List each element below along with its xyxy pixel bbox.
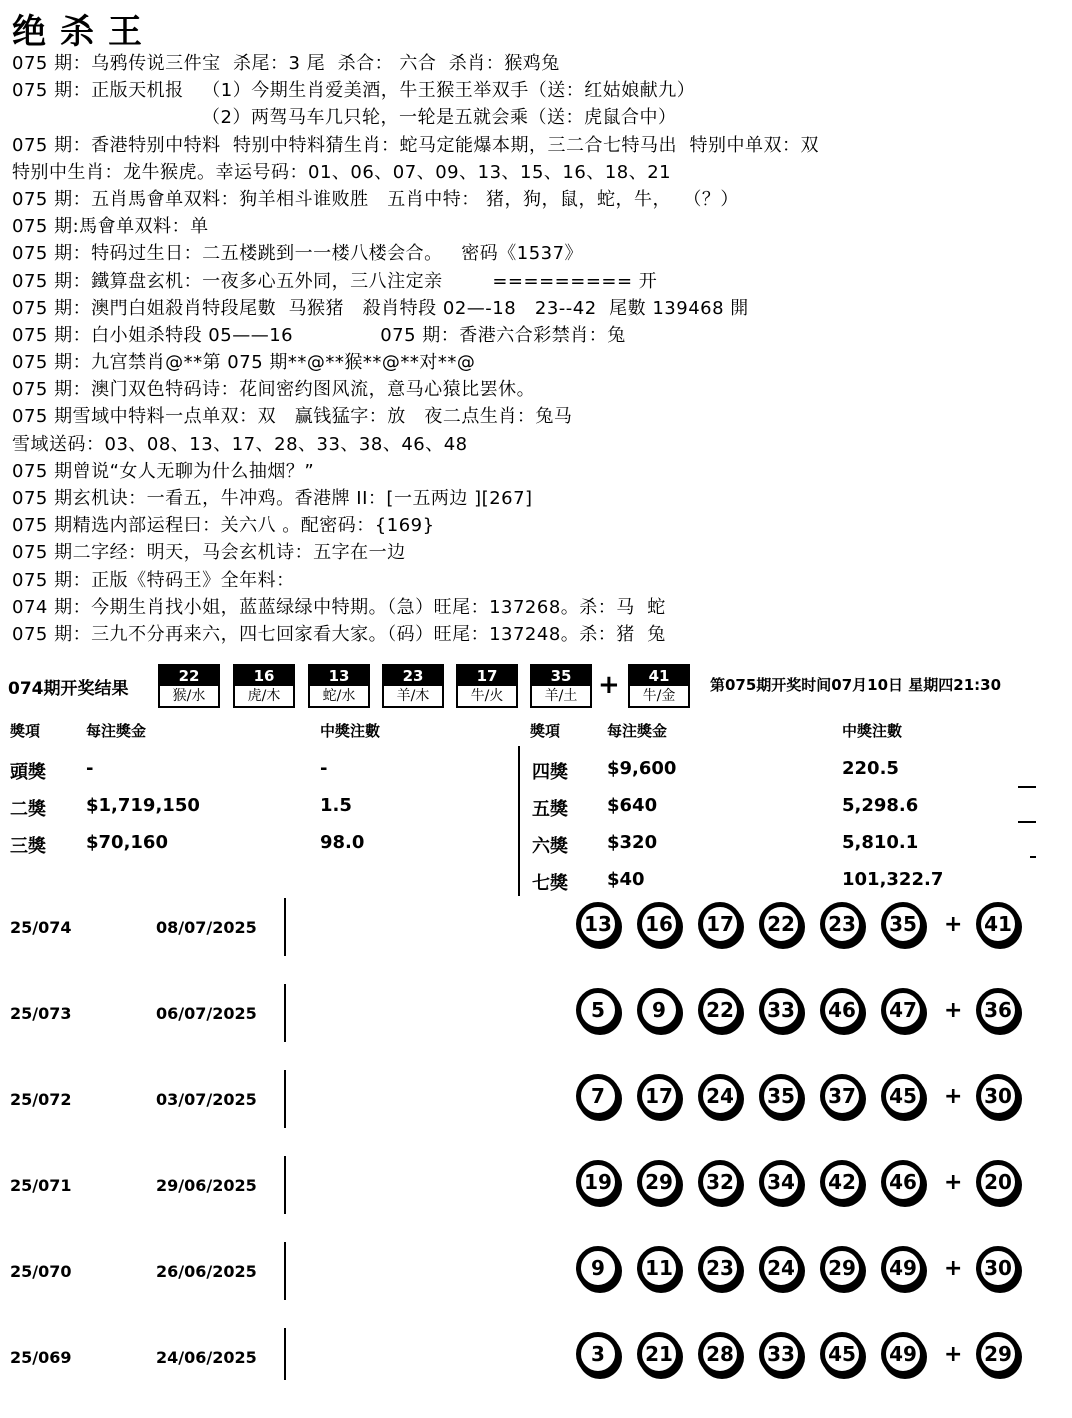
column-divider <box>518 746 520 896</box>
ball-number: 22 <box>160 666 218 686</box>
number-ball: 9 <box>576 1246 620 1290</box>
history-row <box>0 988 1072 1074</box>
history-date: 26/06/2025 <box>156 1262 257 1281</box>
result-ball <box>308 664 370 708</box>
text-line: 075 期：乌鸦传说三件宝 杀尾：3 尾 杀合： 六合 杀肖：猴鸡兔 <box>12 53 560 74</box>
special-number-ball: 30 <box>976 1074 1020 1118</box>
header-prize: 獎項 <box>530 722 561 740</box>
number-ball: 32 <box>698 1160 742 1204</box>
number-ball: 35 <box>881 902 925 946</box>
result-ball <box>382 664 444 708</box>
history-row <box>0 1246 1072 1332</box>
text-line: 特别中生肖：龙牛猴虎。幸运号码：01、06、07、09、13、15、16、18、21 <box>12 161 672 183</box>
row-divider <box>284 1156 286 1214</box>
number-ball: 35 <box>759 1074 803 1118</box>
number-ball: 22 <box>698 988 742 1032</box>
history-issue: 25/073 <box>10 1004 72 1023</box>
text-line: 075 期：三九不分再来六，四七回家看大家。（码）旺尾：137248。杀：猪 兔 <box>12 623 666 645</box>
text-line: 075 期：五肖馬會单双料：狗羊相斗谁败胜 五肖中特： 猪，狗，鼠，蛇，牛， （？） <box>12 188 739 210</box>
text-line: 074 期：今期生肖找小姐，蓝蓝绿绿中特期。（急）旺尾：137268。杀：马 蛇 <box>12 596 666 618</box>
number-ball: 29 <box>820 1246 864 1290</box>
prize-count: 220.5 <box>842 758 899 779</box>
number-ball: 23 <box>698 1246 742 1290</box>
ball-zodiac: 虎/木 <box>247 688 281 704</box>
header-count: 中獎注數 <box>320 722 381 740</box>
result-ball <box>158 664 220 708</box>
row-divider <box>284 898 286 956</box>
number-ball: 24 <box>698 1074 742 1118</box>
history-row <box>0 1074 1072 1160</box>
number-ball: 33 <box>759 988 803 1032</box>
ball-zodiac: 蛇/水 <box>322 688 356 704</box>
row-divider <box>284 1242 286 1300</box>
number-ball: 29 <box>637 1160 681 1204</box>
ball-number: 17 <box>458 666 516 686</box>
prize-name: 七獎 <box>532 873 568 894</box>
number-ball: 47 <box>881 988 925 1032</box>
number-ball: 34 <box>759 1160 803 1204</box>
number-ball: 28 <box>698 1332 742 1376</box>
prize-amount: $1,719,150 <box>86 795 200 816</box>
prize-name: 六獎 <box>532 836 568 857</box>
plus-sign: + <box>944 1256 963 1281</box>
dash-mark <box>1018 821 1036 823</box>
history-date: 24/06/2025 <box>156 1348 257 1367</box>
plus-sign: + <box>944 1084 963 1109</box>
history-issue: 25/070 <box>10 1262 72 1281</box>
row-divider <box>284 984 286 1042</box>
text-line: 雪域送码：03、08、13、17、28、33、38、46、48 <box>12 433 468 455</box>
special-number-ball: 41 <box>976 902 1020 946</box>
number-ball: 9 <box>637 988 681 1032</box>
text-line: 075 期：正版天机报 （1）今期生肖爱美酒，牛王猴王举双手（送：红姑娘献九） <box>12 80 696 102</box>
number-ball: 24 <box>759 1246 803 1290</box>
header-amount: 每注獎金 <box>86 722 147 740</box>
history-issue: 25/072 <box>10 1090 72 1109</box>
number-ball: 46 <box>881 1160 925 1204</box>
header-prize: 獎項 <box>10 722 41 740</box>
special-number-ball: 20 <box>976 1160 1020 1204</box>
ball-number: 13 <box>310 666 368 686</box>
ball-zodiac: 猴/水 <box>172 688 206 704</box>
text-line: 075 期:馬會单双料：单 <box>12 216 209 238</box>
number-ball: 3 <box>576 1332 620 1376</box>
number-ball: 19 <box>576 1160 620 1204</box>
header-amount: 每注獎金 <box>607 722 668 740</box>
number-ball: 7 <box>576 1074 620 1118</box>
number-ball: 17 <box>637 1074 681 1118</box>
prize-amount: $9,600 <box>607 758 677 779</box>
history-date: 29/06/2025 <box>156 1176 257 1195</box>
number-ball: 21 <box>637 1332 681 1376</box>
plus-sign: + <box>944 912 963 937</box>
prize-count: - <box>320 758 328 779</box>
ball-number: 16 <box>235 666 293 686</box>
text-line: 075 期：特码过生日：二五楼跳到一一楼八楼会合。 密码《1537》 <box>12 243 584 265</box>
text-line: 075 期：澳门双色特码诗：花间密约图风流，意马心猿比罢休。 <box>12 379 536 401</box>
dash-mark <box>1030 856 1036 858</box>
number-ball: 5 <box>576 988 620 1032</box>
text-line: 075 期：白小姐杀特段 05——16 075 期：香港六合彩禁肖：兔 <box>12 324 626 346</box>
header-count: 中獎注數 <box>842 722 903 740</box>
prize-name: 二獎 <box>10 799 46 820</box>
number-ball: 42 <box>820 1160 864 1204</box>
prize-amount: - <box>86 758 94 779</box>
number-ball: 45 <box>820 1332 864 1376</box>
text-line: 075 期：正版《特码王》全年料： <box>12 569 295 591</box>
special-ball <box>628 664 690 708</box>
row-divider <box>284 1070 286 1128</box>
prize-count: 5,810.1 <box>842 832 919 853</box>
history-issue: 25/074 <box>10 918 72 937</box>
number-ball: 22 <box>759 902 803 946</box>
ball-zodiac: 羊/木 <box>396 688 430 704</box>
text-line: 075 期玄机诀：一看五，牛冲鸡。香港牌 II：[一五两边 ][267] <box>12 488 533 509</box>
text-line: 075 期二字经：明天，马会玄机诗：五字在一边 <box>12 542 406 564</box>
prize-count: 1.5 <box>320 795 352 816</box>
number-ball: 11 <box>637 1246 681 1290</box>
prize-name: 五獎 <box>532 799 568 820</box>
article-lines <box>12 50 1062 648</box>
prize-table <box>10 716 1060 896</box>
plus-sign: + <box>944 998 963 1023</box>
prize-count: 101,322.7 <box>842 869 944 890</box>
prize-name: 頭獎 <box>10 762 46 783</box>
ball-zodiac: 羊/土 <box>544 688 578 704</box>
text-line: 075 期曾说“女人无聊为什么抽烟？” <box>12 460 315 482</box>
row-divider <box>284 1328 286 1380</box>
history-row <box>0 1160 1072 1246</box>
plus-sign: + <box>598 670 620 700</box>
history-date: 03/07/2025 <box>156 1090 257 1109</box>
next-draw-time: 第075期开奖时间07月10日 星期四21:30 <box>710 676 1002 694</box>
ball-number: 23 <box>384 666 442 686</box>
result-ball <box>456 664 518 708</box>
plus-sign: + <box>944 1342 963 1367</box>
prize-amount: $40 <box>607 869 645 890</box>
prize-amount: $70,160 <box>86 832 168 853</box>
ball-zodiac: 牛/火 <box>470 688 504 704</box>
number-ball: 49 <box>881 1246 925 1290</box>
text-line: 075 期雪域中特料一点单双：双 赢钱猛字：放 夜二点生肖：兔马 <box>12 406 573 428</box>
number-ball: 49 <box>881 1332 925 1376</box>
dash-mark <box>1018 786 1036 788</box>
history-date: 06/07/2025 <box>156 1004 257 1023</box>
text-line: 075 期：鐵算盘玄机：一夜多心五外同，三八注定亲 ========= 开 <box>12 270 658 292</box>
prize-count: 98.0 <box>320 832 365 853</box>
history-row <box>0 902 1072 988</box>
ball-number: 41 <box>630 666 688 686</box>
ball-number: 35 <box>532 666 590 686</box>
prize-amount: $640 <box>607 795 658 816</box>
number-ball: 16 <box>637 902 681 946</box>
number-ball: 46 <box>820 988 864 1032</box>
page-title: 绝杀王 <box>12 12 156 52</box>
history-row <box>0 1332 1072 1418</box>
text-line: 075 期：澳門白姐殺肖特段尾數 马猴猪 殺肖特段 02—-18 23--42 尾數 139468 開 <box>12 297 749 319</box>
history-issue: 25/071 <box>10 1176 72 1195</box>
number-ball: 13 <box>576 902 620 946</box>
result-ball <box>233 664 295 708</box>
number-ball: 23 <box>820 902 864 946</box>
prize-count: 5,298.6 <box>842 795 919 816</box>
result-ball <box>530 664 592 708</box>
prize-amount: $320 <box>607 832 658 853</box>
special-number-ball: 29 <box>976 1332 1020 1376</box>
draw-result-bar <box>8 664 1068 710</box>
plus-sign: + <box>944 1170 963 1195</box>
prize-name: 四獎 <box>532 762 568 783</box>
result-label: 074期开奖结果 <box>8 679 129 699</box>
prize-name: 三獎 <box>10 836 46 857</box>
special-number-ball: 30 <box>976 1246 1020 1290</box>
number-ball: 45 <box>881 1074 925 1118</box>
number-ball: 17 <box>698 902 742 946</box>
number-ball: 37 <box>820 1074 864 1118</box>
history-issue: 25/069 <box>10 1348 72 1367</box>
text-line: 075 期精选内部运程曰：关六八 。配密码：{169} <box>12 515 435 537</box>
text-line: 075 期：香港特别中特料 特别中特料猜生肖：蛇马定能爆本期，三二合七特马出 特别中单双：双 <box>12 134 819 156</box>
special-number-ball: 36 <box>976 988 1020 1032</box>
text-line: 075 期：九宫禁肖@**第 075 期**@**猴**@**对**@ <box>12 352 476 374</box>
history-date: 08/07/2025 <box>156 918 257 937</box>
ball-zodiac: 牛/金 <box>642 688 676 704</box>
text-line: （2）两驾马车几只轮，一轮是五就会乘（送：虎鼠合中） <box>202 107 677 129</box>
number-ball: 33 <box>759 1332 803 1376</box>
